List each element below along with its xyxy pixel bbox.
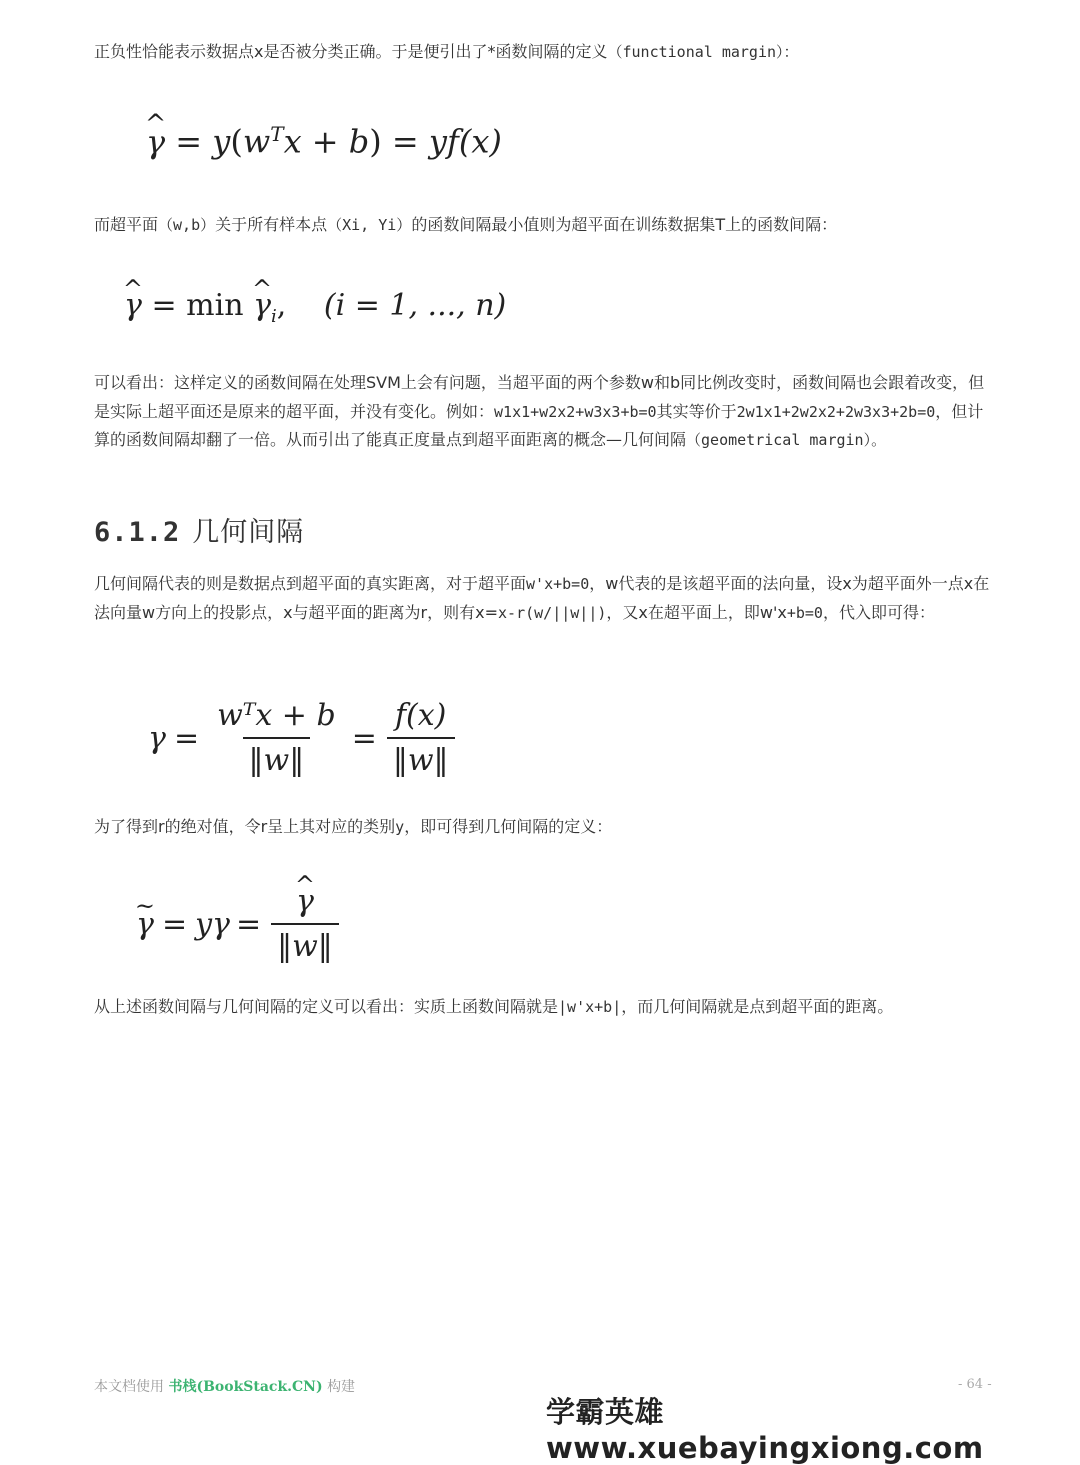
gamma-hat: γ ^ (146, 123, 165, 161)
footer-credit (94, 1376, 355, 1396)
text: ，代入即可得： (822, 602, 935, 622)
text: ，但计算的函数间隔却翻了一倍。从而引出了能真正度量点到超平面距离的概念—几何间隔 (94, 401, 984, 449)
denominator: ‖w‖ (387, 737, 455, 778)
func-f: f (446, 122, 459, 161)
comma: , (276, 288, 287, 323)
inline-code: x-r(w/||w||) (498, 603, 607, 622)
paragraph-min-margin (94, 211, 994, 240)
equals: = (173, 720, 200, 756)
inline-code: （geometrical margin）。 (686, 431, 887, 449)
paragraph-geometric-margin (94, 570, 994, 627)
footer-suffix: 构建 (327, 1379, 356, 1395)
inline-code: （w,b） (158, 216, 216, 234)
equals: = (351, 720, 377, 756)
text: ，w代表的是该超平面的法向量，设x为超平面外一点x在法向量w方向上的投影点，x与超平面的距离为r，则有x= (94, 574, 990, 622)
fraction (271, 884, 339, 964)
footer-brand-link[interactable]: 书栈(BookStack.CN) (168, 1379, 323, 1395)
text: ，而几何间隔就是点到超平面的距离。 (621, 997, 894, 1016)
paragraph-conclusion (94, 993, 994, 1022)
numerator: γ ^ (290, 884, 320, 923)
paragraph-functional-margin-intro (94, 38, 994, 67)
inline-code: （functional margin）： (607, 43, 799, 61)
paren: ) (369, 122, 382, 161)
inline-code: w1x1+w2x2+w3x3+b=0 (494, 402, 657, 421)
paragraph-abs-value (94, 813, 994, 842)
text: 的函数间隔最小值则为超平面在训练数据集T上的函数间隔： (411, 215, 838, 234)
equation-functional-margin (146, 122, 502, 161)
equation-geometric-definition (136, 884, 343, 964)
denominator: ‖w‖ (243, 737, 311, 778)
gamma-hat: γ ^ (124, 288, 142, 323)
denominator: ‖w‖ (271, 923, 339, 964)
var-y: y (428, 122, 447, 161)
plus: + (311, 122, 339, 161)
inline-code: （Xi, Yi） (327, 216, 412, 234)
equals: = (161, 906, 188, 942)
section-title: 几何间隔 (192, 517, 305, 548)
inline-code: w'x+b=0 (526, 575, 590, 593)
min-operator: min (186, 288, 244, 323)
watermark: 学霸英雄 www.xuebayingxiong.com (546, 1395, 984, 1465)
text: 其实等价于 (656, 401, 737, 421)
fraction-1 (211, 698, 342, 778)
footer-prefix: 本文档使用 (94, 1379, 164, 1395)
equals: = (391, 122, 419, 161)
func-arg: (x) (458, 122, 502, 161)
y-gamma: yγ (195, 906, 230, 942)
text: 关于所有样本点 (215, 215, 328, 234)
index-range: (i = 1, ..., n) (323, 288, 507, 323)
inline-code: |w'x+b| (558, 998, 622, 1016)
equals: = (175, 122, 203, 161)
var-b: b (348, 122, 370, 161)
transpose: T (270, 122, 284, 146)
var-x: x (283, 122, 302, 161)
inline-code: 2w1x1+2w2x2+2w3x3+2b=0 (736, 402, 936, 421)
text: 从上述函数间隔与几何间隔的定义可以看出：实质上函数间隔就是 (94, 997, 559, 1016)
text: 而超平面 (94, 215, 159, 234)
paragraph-margin-problem (94, 369, 994, 455)
equals: = (235, 906, 262, 942)
equals: = (151, 288, 177, 323)
numerator: f(x) (394, 698, 447, 733)
section-number: 6.1.2 (94, 517, 181, 548)
section-heading (94, 510, 304, 549)
equation-min-margin (124, 288, 506, 327)
subscript-i: i (271, 306, 277, 327)
gamma: γ (148, 720, 166, 756)
text: 可以看出：这样定义的函数间隔在处理SVM上会有问题，当超平面的两个参数w和b同比例改变时，函数间隔也会跟着改变，但是实际上超平面还是原来的超平面，并没有变化。例如： (94, 373, 985, 421)
inline-code: y (395, 818, 405, 836)
gamma-tilde: γ ~ (136, 907, 154, 942)
numerator: wᵀx + b (217, 698, 336, 733)
text: 为了得到r的绝对值，令r呈上其对应的类别 (94, 817, 396, 836)
var-w: w (242, 122, 271, 161)
page-number: - 64 - (958, 1377, 992, 1392)
gamma-hat-i: γ ^ (253, 288, 271, 323)
equation-geometric-margin (148, 698, 459, 778)
fraction-2 (387, 698, 455, 778)
paren: ( (230, 122, 243, 161)
text: ，即可得到几何间隔的定义： (404, 817, 613, 836)
text: 正负性恰能表示数据点x是否被分类正确。于是便引出了*函数间隔的定义 (94, 42, 608, 61)
text: ，又x在超平面上，即w'x (606, 602, 787, 622)
var-y: y (212, 122, 231, 161)
inline-code: +b=0 (786, 603, 823, 622)
text: 几何间隔代表的则是数据点到超平面的真实距离，对于超平面 (94, 574, 527, 593)
